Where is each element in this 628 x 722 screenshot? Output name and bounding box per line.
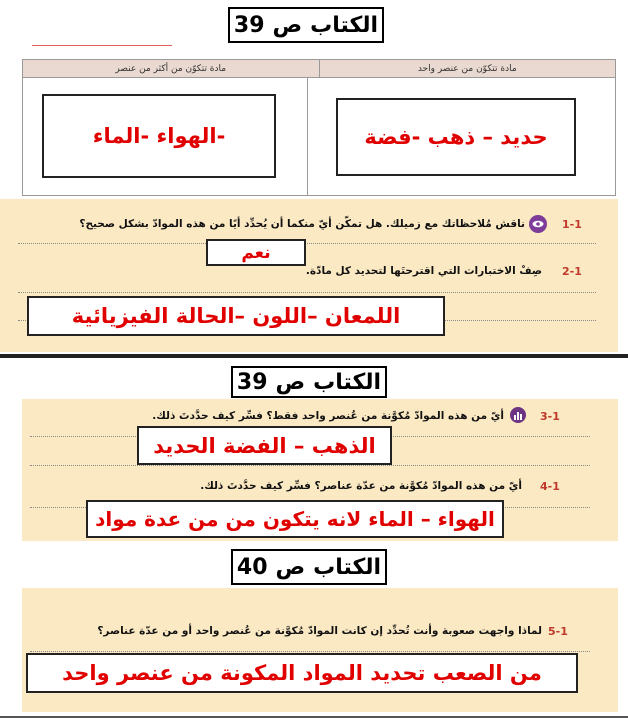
question-number-3: 3-1 (540, 410, 560, 423)
question-text-1: ناقش مُلاحظاتك مع زميلك. هل تمكّن أيّ منكما أن يُحدِّد أيًا من هذه الموادّ بشكل صحيح؟ (79, 218, 525, 230)
page-header-39-b (231, 366, 387, 398)
question-number-2: 2-1 (562, 265, 582, 278)
header-book-label: الكتاب (313, 369, 382, 395)
table-header-row (23, 60, 615, 78)
question-text-3: أيّ من هذه الموادّ مُكوَّنة من عُنصر واحد فقط؟ فسِّر كيف حدَّدتَ ذلك. (152, 410, 504, 422)
answer-line-5 (30, 651, 590, 652)
header-page-number: 39 (233, 12, 265, 38)
question-number-4: 4-1 (540, 480, 560, 493)
answer-5: من الصعب تحديد المواد المكونة من عنصر واحد (26, 653, 578, 693)
answer-line-1 (18, 243, 596, 244)
page-header-39-a (228, 7, 384, 43)
decorative-red-line (32, 45, 172, 46)
table-header-multiple-elements: مادة تتكوّن من أكثر من عنصر (115, 64, 227, 74)
section-separator-1 (0, 354, 628, 358)
table-column-divider (307, 78, 308, 195)
answer-single-element: حديد – ذهب -فضة (336, 98, 576, 176)
table-header-single-element: مادة تتكوّن من عنصر واحد (319, 60, 616, 77)
question-number-1: 1-1 (562, 218, 582, 231)
answer-2: اللمعان –اللون –الحالة الفيزيائية (27, 296, 445, 336)
header-book-label: الكتاب (313, 554, 382, 580)
questions-band-3 (22, 588, 618, 712)
page-header-40 (231, 549, 387, 585)
answer-multiple-elements: -الهواء -الماء (42, 94, 276, 178)
analyze-chart-icon (510, 407, 526, 423)
question-number-5: 5-1 (548, 625, 568, 638)
observe-eye-icon (529, 215, 547, 233)
header-page-number: 40 (236, 554, 268, 580)
section-separator-bottom (0, 716, 628, 718)
answer-3: الذهب – الفضة الحديد (137, 426, 392, 465)
answer-line-3b (30, 465, 590, 466)
question-text-2: صِفْ الاختبارات التي اقترحتَها لتحديد كل مادّة. (305, 265, 542, 277)
header-book-label: الكتاب (310, 12, 379, 38)
answer-4: الهواء – الماء لانه يتكون من من عدة مواد (86, 500, 504, 538)
header-page-label: ص (275, 554, 306, 580)
header-page-label: ص (272, 12, 303, 38)
question-text-5: لماذا واجهت صعوبة وأنت تُحدِّد إن كانت الموادّ مُكوَّنة من عُنصر واحد أو من عدّة عناصر؟ (97, 625, 542, 637)
question-text-4: أيّ من هذه الموادّ مُكوَّنة من عدّة عناصر؟ فسِّر كيف حدَّدتَ ذلك. (200, 480, 522, 492)
answer-1: نعم (206, 239, 306, 266)
header-page-label: ص (275, 369, 306, 395)
answer-line-2a (18, 292, 596, 293)
header-page-number: 39 (236, 369, 268, 395)
